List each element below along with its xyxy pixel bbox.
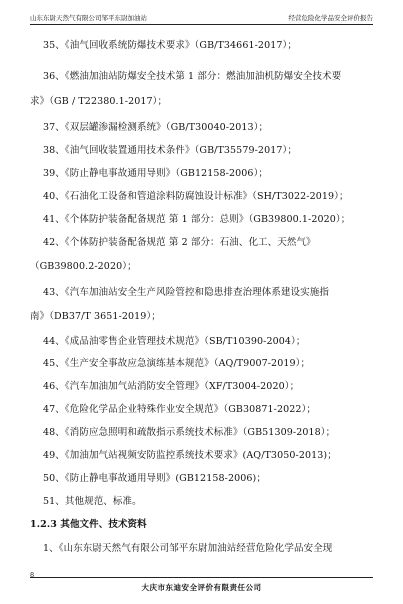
list-item: 49、《加油加气站视频安防监控系统技术要求》(AQ/T3050-2013)；: [43, 450, 337, 461]
list-item: 47、《危险化学品企业特殊作业安全规范》（GB30871-2022）；: [43, 404, 317, 415]
list-item: 43、《汽车加油站安全生产风险管控和隐患排查治理体系建设实施指: [43, 287, 329, 298]
list-item: 40、《石油化工设备和管道涂料防腐蚀设计标准》（SH/T3022-2019）；: [43, 191, 349, 202]
list-item-continued: 求》（GB / T22380.1-2017）；: [30, 96, 168, 107]
section-heading: 1.2.3 其他文件、技术资料: [30, 519, 147, 530]
page-header: [30, 10, 373, 25]
header-company: 山东东尉天然气有限公司邹平东尉加油站: [30, 14, 147, 22]
list-item: 48、《消防应急照明和疏散指示系统技术标准》（GB51309-2018）；: [43, 427, 336, 438]
list-item: 51、其他规范、标准。: [43, 496, 142, 507]
list-item: 38、《油气回收装置通用技术条件》（GB/T35579-2017）；: [43, 145, 297, 156]
list-item: 1、《山东东尉天然气有限公司邹平东尉加油站经营危险化学品安全现: [43, 543, 333, 554]
list-item-continued: 南》（DB37/T 3651-2019）；: [30, 311, 161, 322]
list-item: 50、《防止静电事故通用导则》(GB12158-2006)；: [43, 473, 266, 484]
list-item-continued: （GB39800.2-2020）；: [30, 261, 137, 272]
list-item: 46、《汽车加油加气站消防安全管理》（XF/T3004-2020）；: [43, 381, 300, 392]
footer-divider: [30, 577, 373, 578]
list-item: 41、《个体防护装备配备规范 第 1 部分：总则》（GB39800.1-2020）；: [43, 214, 351, 225]
list-item: 45、《生产安全事故应急演练基本规范》（AQ/T9007-2019）；: [43, 358, 311, 369]
list-item: 39、《防止静电事故通用导则》（GB12158-2006）；: [43, 168, 269, 179]
list-item: 36、《燃油加油站防爆安全技术第 1 部分：燃油加油机防爆安全技术要: [43, 71, 342, 82]
list-item: 44、《成品油零售企业管理技术规范》（SB/T10390-2004）；: [43, 336, 306, 347]
list-item: 37、《双层罐渗漏检测系统》（GB/T30040-2013）；: [43, 122, 269, 133]
footer-company: 大庆市东迪安全评价有限责任公司: [141, 583, 262, 592]
list-item: 42、《个体防护装备配备规范 第 2 部分：石油、化工、天然气》: [43, 237, 316, 248]
list-item: 35、《油气回收系统防爆技术要求》（GB/T34661-2017）；: [43, 40, 297, 51]
page-number: 8: [30, 571, 35, 579]
header-report-title: 经营危险化学品安全评价报告: [288, 14, 373, 22]
